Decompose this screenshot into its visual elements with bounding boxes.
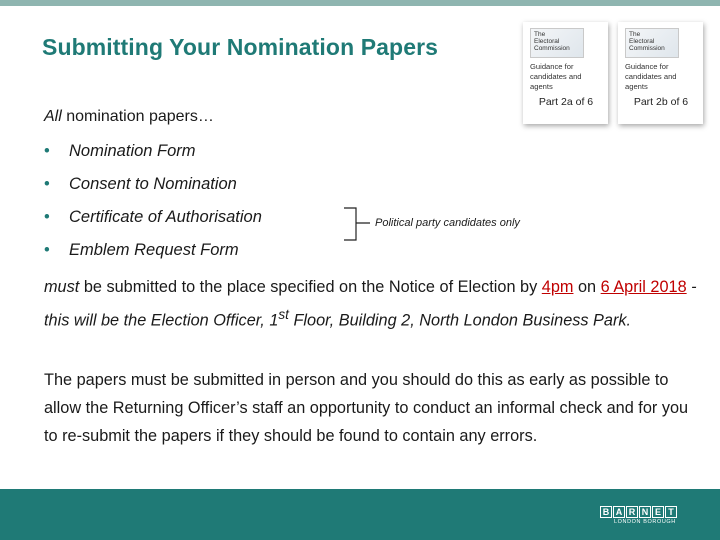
list-item: • Certificate of Authorisation bbox=[44, 204, 262, 237]
deadline-date: 6 April 2018 bbox=[600, 278, 687, 296]
electoral-commission-logo: The Electoral Commission bbox=[530, 28, 584, 58]
bullet-icon: • bbox=[44, 208, 50, 226]
guidance-card-part: Part 2a of 6 bbox=[538, 96, 594, 108]
list-item: • Emblem Request Form bbox=[44, 237, 262, 270]
brace-note: Political party candidates only bbox=[375, 217, 520, 229]
bullet-icon: • bbox=[44, 175, 50, 193]
barnet-logo: B A R N E T LONDON BOROUGH bbox=[600, 506, 678, 525]
bullet-icon: • bbox=[44, 142, 50, 160]
nomination-papers-list bbox=[44, 138, 262, 270]
top-accent-bar bbox=[0, 0, 720, 6]
guidance-card-text: Guidance for candidates and agents bbox=[530, 62, 582, 91]
electoral-commission-logo: The Electoral Commission bbox=[625, 28, 679, 58]
list-item: • Consent to Nomination bbox=[44, 171, 262, 204]
guidance-card-text: Guidance for candidates and agents bbox=[625, 62, 677, 91]
slide-title: Submitting Your Nomination Papers bbox=[42, 34, 439, 60]
bullet-icon: • bbox=[44, 241, 50, 259]
submission-deadline-paragraph: must be submitted to the place specified on the Notice of Election by 4pm on 6 April 2018 - this will be the Election Officer, 1st Floor, Building 2, North London Business Park. bbox=[44, 278, 697, 330]
list-item: • Nomination Form bbox=[44, 138, 262, 171]
guidance-card-part-2a bbox=[523, 22, 608, 124]
in-person-paragraph: The papers must be submitted in person and you should do this as early as possible to allow the Returning Officer’s staff an opportunity to conduct an informal check and for you to re-submit the papers if they should be found to contain any errors. bbox=[44, 371, 689, 445]
brace-icon bbox=[340, 206, 374, 244]
guidance-card-part-2b bbox=[618, 22, 703, 124]
deadline-time: 4pm bbox=[541, 278, 574, 296]
intro-text: All nomination papers… bbox=[44, 108, 214, 125]
guidance-card-part: Part 2b of 6 bbox=[633, 96, 689, 108]
